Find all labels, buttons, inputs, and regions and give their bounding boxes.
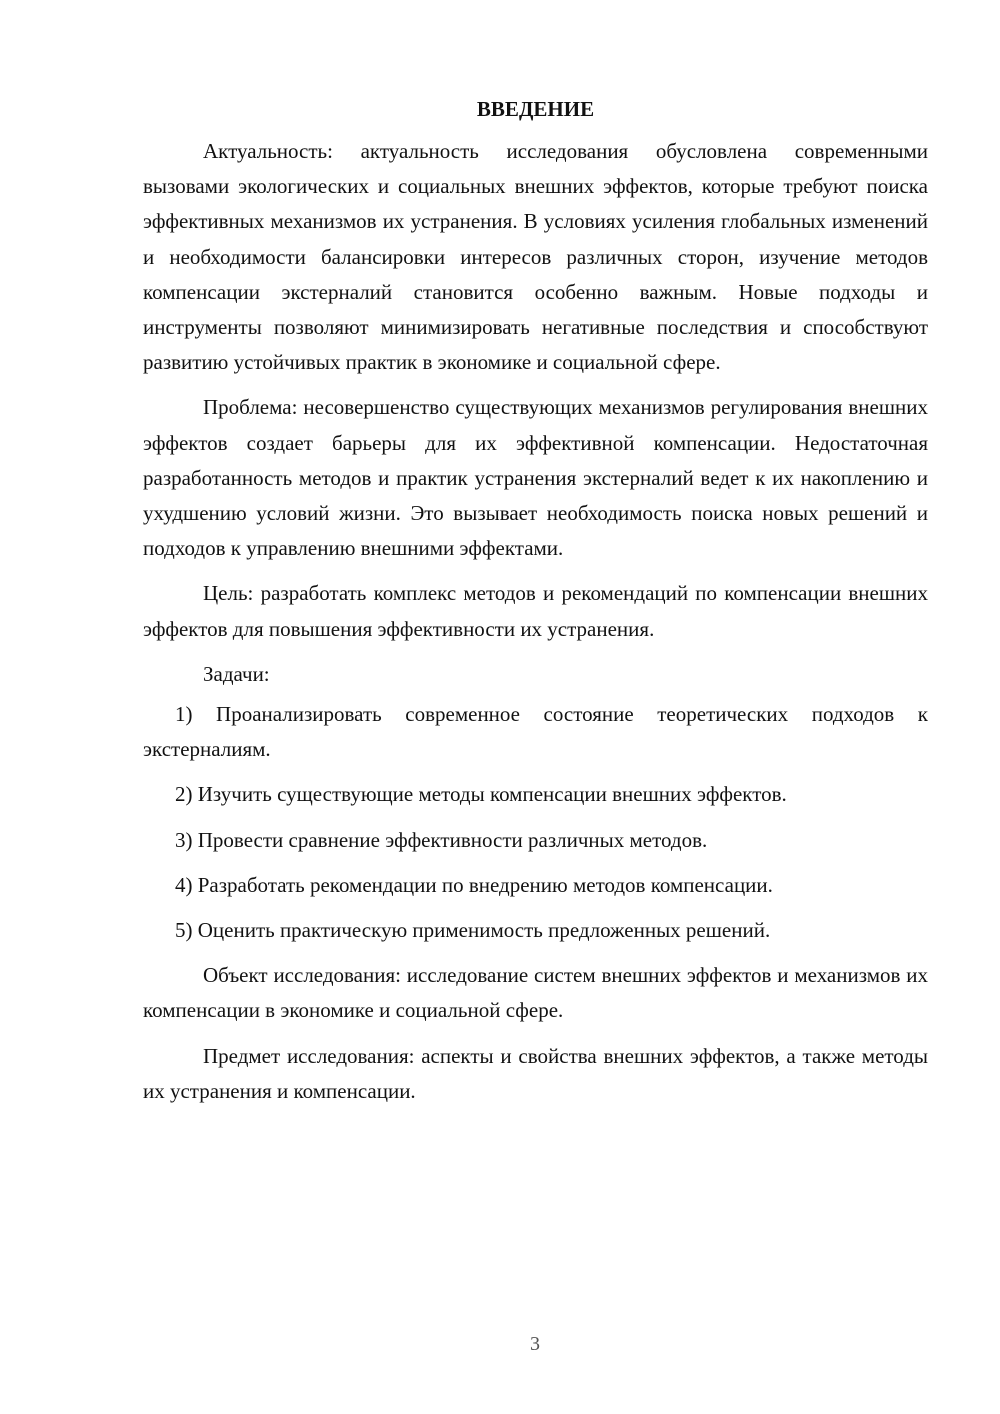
subject-paragraph: Предмет исследования: аспекты и свойства внешних эффектов, а также методы их устранения и компенсации. <box>143 1043 928 1103</box>
page-number: 3 <box>530 1333 540 1355</box>
problem-paragraph: Проблема: несовершенство существующих механизмов регулирования внешних эффектов создает барьеры для их эффективной компенсации. Недостаточная разработанность методов и практик устранения экстерналий ведет к их накоплению и ухудшению условий жизни. Это вызывает необходимость поиска новых решений и подходов к управлению внешними эффектами. <box>143 395 928 561</box>
task-item: 5) Оценить практическую применимость предложенных решений. <box>175 918 771 943</box>
object-paragraph: Объект исследования: исследование систем внешних эффектов и механизмов их компенсации в экономике и социальной сфере. <box>143 963 928 1023</box>
task-item: 4) Разработать рекомендации по внедрению методов компенсации. <box>175 872 773 897</box>
section-title: ВВЕДЕНИЕ <box>476 97 595 121</box>
task-item: 3) Провести сравнение эффективности различных методов. <box>175 827 708 852</box>
tasks-heading: Задачи: <box>203 661 270 686</box>
task-item: 1) Проанализировать современное состояние теоретических подходов к экстерналиям. <box>143 702 928 762</box>
task-item: 2) Изучить существующие методы компенсации внешних эффектов. <box>175 782 787 807</box>
document-page <box>143 90 928 1119</box>
relevance-paragraph: Актуальность: актуальность исследования обусловлена современными вызовами экологических и социальных внешних эффектов, которые требуют поиска эффективных механизмов их устранения. В условиях усиления глобальных изменений и необходимости балансировки интересов различных сторон, изучение методов компенсации экстерналий становится особенно важным. Новые подходы и инструменты позволяют минимизировать негативные последствия и способствуют развитию устойчивых практик в экономике и социальной сфере. <box>143 139 928 375</box>
goal-paragraph: Цель: разработать комплекс методов и рекомендаций по компенсации внешних эффектов для повышения эффективности их устранения. <box>143 581 928 641</box>
